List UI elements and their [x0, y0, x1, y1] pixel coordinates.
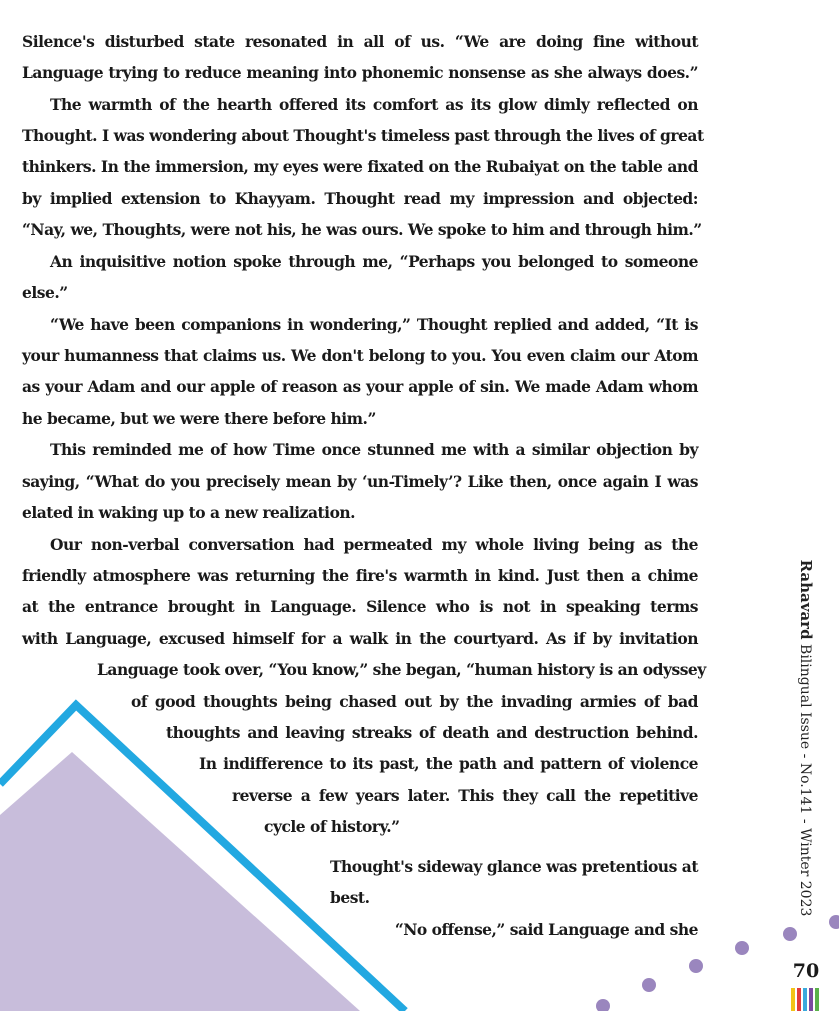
body-line: else.”: [22, 283, 68, 302]
page-number: 70: [792, 960, 820, 982]
body-line: friendly atmosphere was returning the fire's warmth in kind. Just then a chime: [22, 566, 698, 585]
publication-sidebar: [797, 560, 815, 917]
publication-brand: Rahavard: [797, 559, 815, 640]
body-line: thinkers. In the immersion, my eyes were fixated on the Rubaiyat on the table and: [22, 157, 698, 176]
body-line: Thought's sideway glance was pretentious at: [330, 857, 698, 876]
body-line: “No offense,” said Language and she: [394, 920, 698, 939]
body-line: best.: [330, 888, 370, 907]
body-line: with Language, excused himself for a walk in the courtyard. As if by invitation: [22, 629, 698, 648]
body-line: Language trying to reduce meaning into phonemic nonsense as she always does.”: [22, 63, 698, 82]
body-line: “We have been companions in wondering,” Thought replied and added, “It is: [50, 315, 698, 334]
body-line: Silence's disturbed state resonated in all of us. “We are doing fine without: [22, 32, 698, 51]
issue-info: Bilingual Issue - No.141 - Winter 2023: [797, 639, 813, 917]
body-line: In indifference to its past, the path and pattern of violence: [199, 754, 698, 773]
body-line: elated in waking up to a new realization.: [22, 503, 356, 522]
body-line: of good thoughts being chased out by the invading armies of bad: [131, 692, 698, 711]
body-line: “Nay, we, Thoughts, were not his, he was ours. We spoke to him and through him.”: [22, 220, 702, 239]
stripe: [803, 988, 807, 1011]
body-line: The warmth of the hearth offered its comfort as its glow dimly reflected on: [50, 95, 698, 114]
body-line: cycle of history.”: [264, 817, 400, 836]
body-line: Thought. I was wondering about Thought's timeless past through the lives of great: [22, 126, 704, 145]
body-line: An inquisitive notion spoke through me, “Perhaps you belonged to someone: [50, 252, 698, 271]
body-line: thoughts and leaving streaks of death and destruction behind.: [166, 723, 698, 742]
body-line: Language took over, “You know,” she began, “human history is an odyssey: [97, 660, 706, 679]
body-line: as your Adam and our apple of reason as your apple of sin. We made Adam whom: [22, 377, 698, 396]
body-line: at the entrance brought in Language. Silence who is not in speaking terms: [22, 597, 698, 616]
stripe: [809, 988, 813, 1011]
body-line: saying, “What do you precisely mean by ‘un-Timely’? Like then, once again I was: [22, 472, 698, 491]
body-line: your humanness that claims us. We don't belong to you. You even claim our Atom: [22, 346, 698, 365]
stripe: [797, 988, 801, 1011]
stripe: [815, 988, 819, 1011]
body-line: This reminded me of how Time once stunned me with a similar objection by: [50, 440, 698, 459]
stripe: [791, 988, 795, 1011]
body-line: reverse a few years later. This they call the repetitive: [232, 786, 698, 805]
body-line: by implied extension to Khayyam. Thought read my impression and objected:: [22, 189, 698, 208]
body-line: he became, but we were there before him.”: [22, 409, 376, 428]
body-line: Our non-verbal conversation had permeated my whole living being as the: [50, 535, 698, 554]
color-stripes: [791, 988, 819, 1011]
